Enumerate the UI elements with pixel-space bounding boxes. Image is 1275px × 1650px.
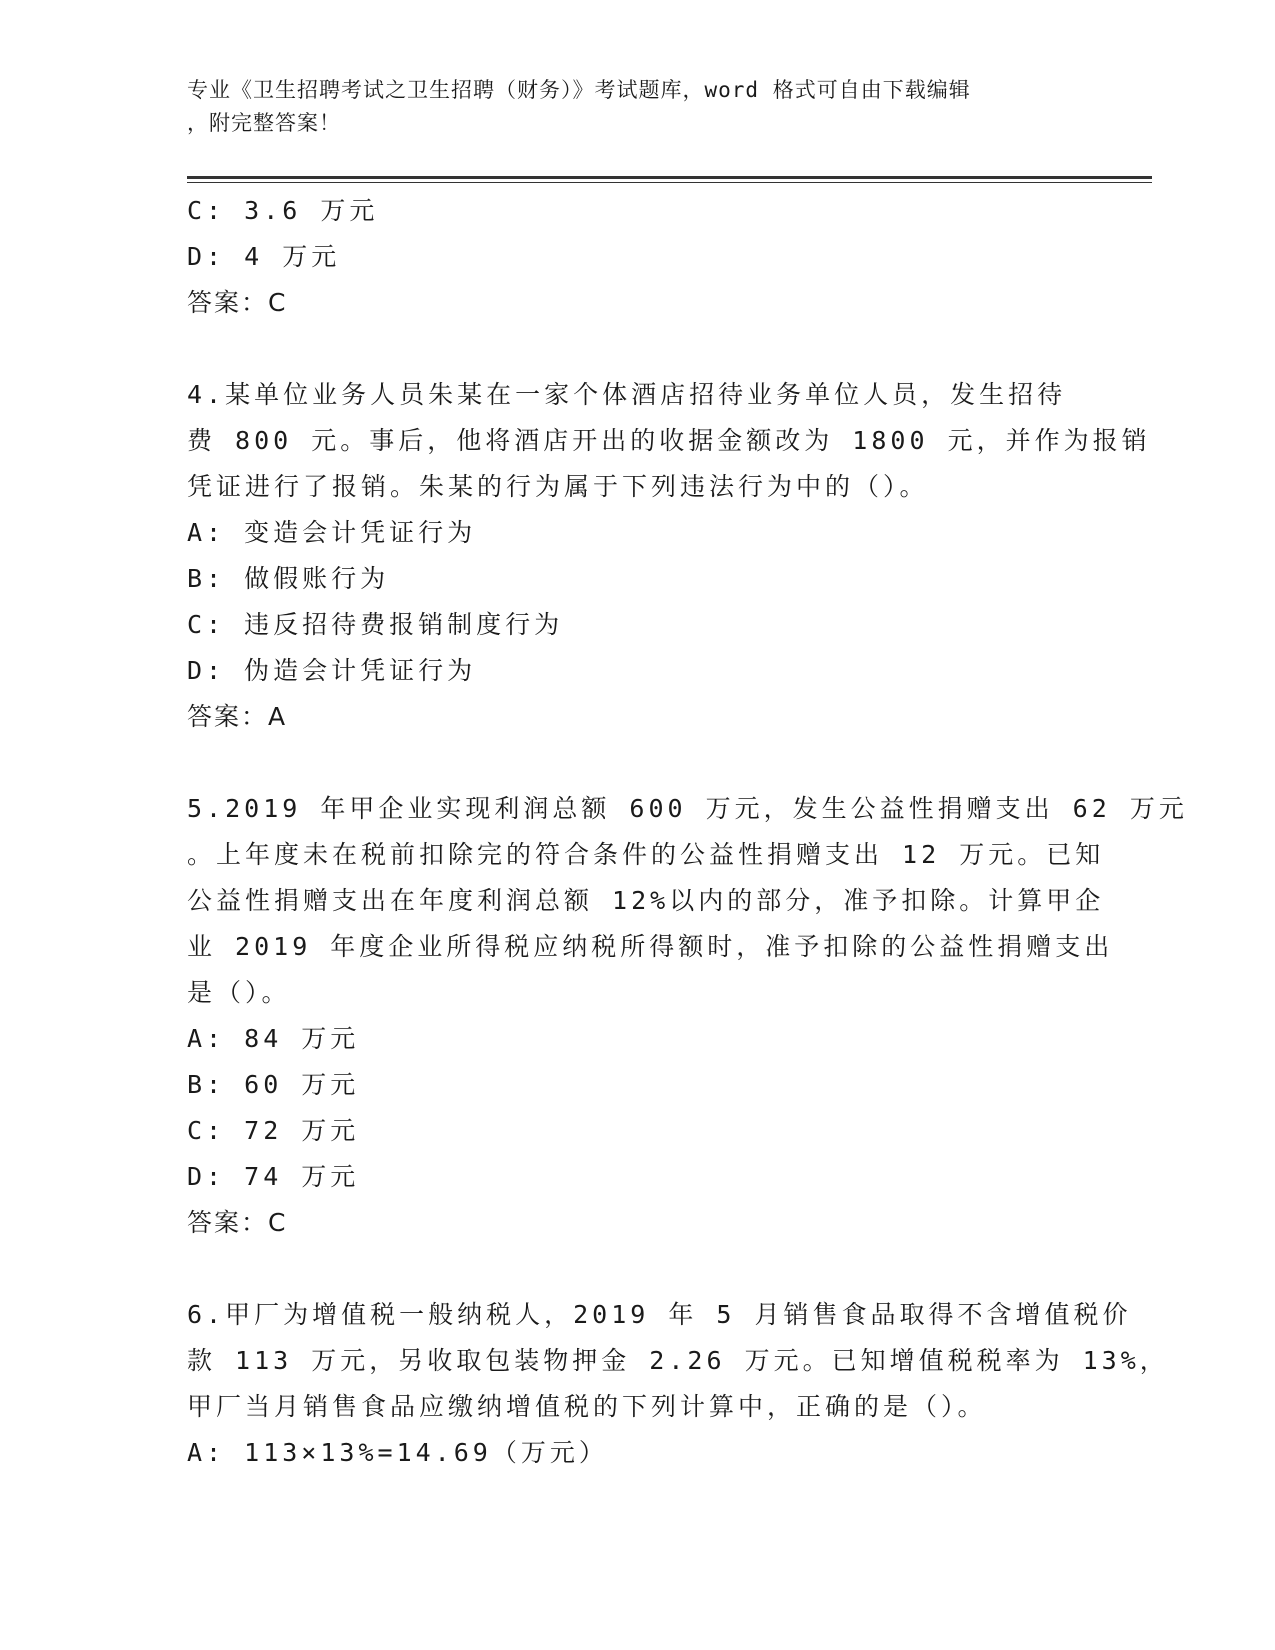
q4-option-a: A: 变造会计凭证行为 bbox=[187, 518, 477, 547]
q4-option-b: B: 做假账行为 bbox=[187, 564, 390, 593]
q6-stem-line: 款 113 万元，另收取包装物押金 2.26 万元。已知增值税税率为 13%， bbox=[187, 1346, 1169, 1375]
q3-answer: 答案：C bbox=[187, 288, 288, 317]
q6-stem-line: 甲厂当月销售食品应缴纳增值税的下列计算中，正确的是（）。 bbox=[187, 1392, 987, 1421]
q5-stem-line: 是（）。 bbox=[187, 978, 291, 1007]
q5-stem-line: 5.2019 年甲企业实现利润总额 600 万元，发生公益性捐赠支出 62 万元 bbox=[187, 794, 1188, 823]
spacer bbox=[187, 1246, 1087, 1292]
q5-option-c: C: 72 万元 bbox=[187, 1116, 360, 1145]
q4-stem-line: 凭证进行了报销。朱某的行为属于下列违法行为中的（）。 bbox=[187, 472, 929, 501]
q4-answer: 答案：A bbox=[187, 702, 288, 731]
q5-option-b: B: 60 万元 bbox=[187, 1070, 360, 1099]
q3-option-d: D: 4 万元 bbox=[187, 242, 341, 271]
q5-stem-line: 。上年度未在税前扣除完的符合条件的公益性捐赠支出 12 万元。已知 bbox=[187, 840, 1105, 869]
q4-option-d: D: 伪造会计凭证行为 bbox=[187, 656, 477, 685]
q5-option-a: A: 84 万元 bbox=[187, 1024, 360, 1053]
q4-stem-line: 费 800 元。事后，他将酒店开出的收据金额改为 1800 元，并作为报销 bbox=[187, 426, 1151, 455]
q5-stem-line: 业 2019 年度企业所得税应纳税所得额时，准予扣除的公益性捐赠支出 bbox=[187, 932, 1114, 961]
q5-stem-line: 公益性捐赠支出在年度利润总额 12%以内的部分，准予扣除。计算甲企 bbox=[187, 886, 1105, 915]
spacer bbox=[187, 740, 1087, 786]
spacer bbox=[187, 326, 1087, 372]
q5-answer: 答案：C bbox=[187, 1208, 288, 1237]
q6-option-a: A: 113×13%=14.69（万元） bbox=[187, 1438, 608, 1467]
header-line-2: ，附完整答案！ bbox=[187, 111, 341, 135]
header-divider bbox=[187, 176, 1152, 183]
header-line-1: 专业《卫生招聘考试之卫生招聘（财务）》考试题库，word 格式可自由下载编辑 bbox=[187, 78, 971, 102]
q5-option-d: D: 74 万元 bbox=[187, 1162, 360, 1191]
q4-option-c: C: 违反招待费报销制度行为 bbox=[187, 610, 564, 639]
q6-stem-line: 6.甲厂为增值税一般纳税人，2019 年 5 月销售食品取得不含增值税价 bbox=[187, 1300, 1132, 1329]
question-content bbox=[187, 188, 1188, 1476]
document-header bbox=[187, 74, 1087, 140]
q3-option-c: C: 3.6 万元 bbox=[187, 196, 379, 225]
q4-stem-line: 4.某单位业务人员朱某在一家个体酒店招待业务单位人员，发生招待 bbox=[187, 380, 1067, 409]
